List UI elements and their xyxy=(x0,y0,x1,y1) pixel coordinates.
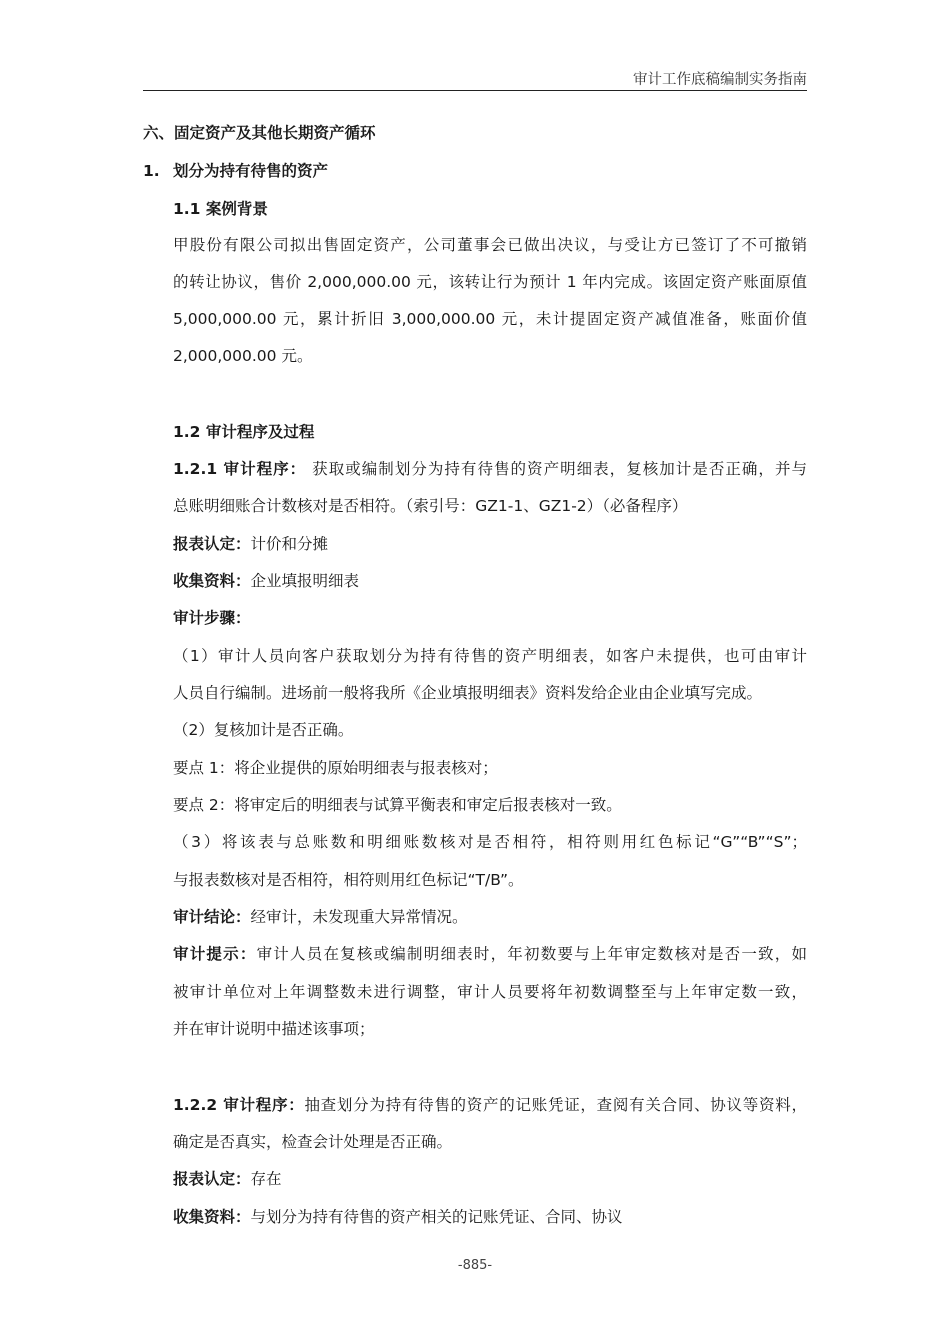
procedure-122-label: 1.2.2 审计程序： xyxy=(173,1096,305,1114)
collect-label: 收集资料： xyxy=(173,1208,251,1226)
procedure-122-text-cont: 确定是否真实，检查会计处理是否正确。 xyxy=(173,1133,453,1151)
step-line: 与报表数核对是否相符，相符则用红色标记“T/B”。 xyxy=(173,871,524,889)
subsection-title: 划分为持有待售的资产 xyxy=(173,162,329,180)
procedure-121-text: 获取或编制划分为持有待售的资产明细表，复核加计是否正确，并与 xyxy=(312,460,807,478)
header-divider xyxy=(143,90,807,91)
header-title: 审计工作底稿编制实务指南 xyxy=(633,72,807,88)
subsection-heading xyxy=(143,160,329,182)
case-heading: 1.1 案例背景 xyxy=(173,200,268,218)
tip-line: 并在审计说明中描述该事项； xyxy=(173,1020,375,1038)
step-line: （2）复核加计是否正确。 xyxy=(173,721,354,739)
subsection-number: 1. xyxy=(143,162,160,180)
tip-text: 审计人员在复核或编制明细表时，年初数要与上年审定数核对是否一致，如 xyxy=(256,945,807,963)
collect-label: 收集资料： xyxy=(173,572,251,590)
case-line: 的转让协议，售价 2,000,000.00 元，该转让行为预计 1 年内完成。该固定资产账面原值 xyxy=(173,273,807,291)
procedure-121 xyxy=(173,458,807,480)
tip-label: 审计提示： xyxy=(173,945,257,963)
audit-heading: 1.2 审计程序及过程 xyxy=(173,423,315,441)
collect-value: 企业填报明细表 xyxy=(250,572,360,590)
step-line: （3）将该表与总账数和明细账数核对是否相符，相符则用红色标记“G”“B”“S”； xyxy=(173,833,807,851)
assertion-value: 存在 xyxy=(250,1170,282,1188)
tip-line: 被审计单位对上年调整数未进行调整，审计人员要将年初数调整至与上年审定数一致， xyxy=(173,983,807,1001)
assertion-121 xyxy=(173,533,328,555)
case-line: 5,000,000.00 元，累计折旧 3,000,000.00 元，未计提固定资产减值准备，账面价值 xyxy=(173,310,807,328)
step-line: 人员自行编制。进场前一般将我所《企业填报明细表》资料发给企业由企业填写完成。 xyxy=(173,684,763,702)
assertion-122 xyxy=(173,1168,282,1190)
conclusion-value: 经审计，未发现重大异常情况。 xyxy=(250,908,468,926)
procedure-122 xyxy=(173,1094,807,1116)
audit-conclusion xyxy=(173,906,468,928)
collect-value: 与划分为持有待售的资产相关的记账凭证、合同、协议 xyxy=(250,1208,623,1226)
case-line: 2,000,000.00 元。 xyxy=(173,347,313,365)
assertion-value: 计价和分摊 xyxy=(250,535,329,553)
procedure-121-label: 1.2.1 审计程序： xyxy=(173,460,307,478)
step-line: 要点 1：将企业提供的原始明细表与报表核对； xyxy=(173,759,498,777)
procedure-122-text: 抽查划分为持有待售的资产的记账凭证，查阅有关合同、协议等资料， xyxy=(304,1096,807,1114)
conclusion-label: 审计结论： xyxy=(173,908,251,926)
section-title: 六、固定资产及其他长期资产循环 xyxy=(143,124,376,142)
assertion-label: 报表认定： xyxy=(173,1170,251,1188)
steps-label: 审计步骤： xyxy=(173,609,251,627)
collect-121 xyxy=(173,570,359,592)
audit-tip xyxy=(173,943,807,965)
page-number: -885- xyxy=(457,1258,493,1273)
step-line: （1）审计人员向客户获取划分为持有待售的资产明细表，如客户未提供，也可由审计 xyxy=(173,647,807,665)
step-line: 要点 2：将审定后的明细表与试算平衡表和审定后报表核对一致。 xyxy=(173,796,622,814)
case-line: 甲股份有限公司拟出售固定资产，公司董事会已做出决议，与受让方已签订了不可撤销 xyxy=(173,236,807,254)
assertion-label: 报表认定： xyxy=(173,535,251,553)
procedure-121-text-cont: 总账明细账合计数核对是否相符。（索引号：GZ1-1、GZ1-2）（必备程序） xyxy=(173,497,688,515)
collect-122 xyxy=(173,1206,623,1228)
